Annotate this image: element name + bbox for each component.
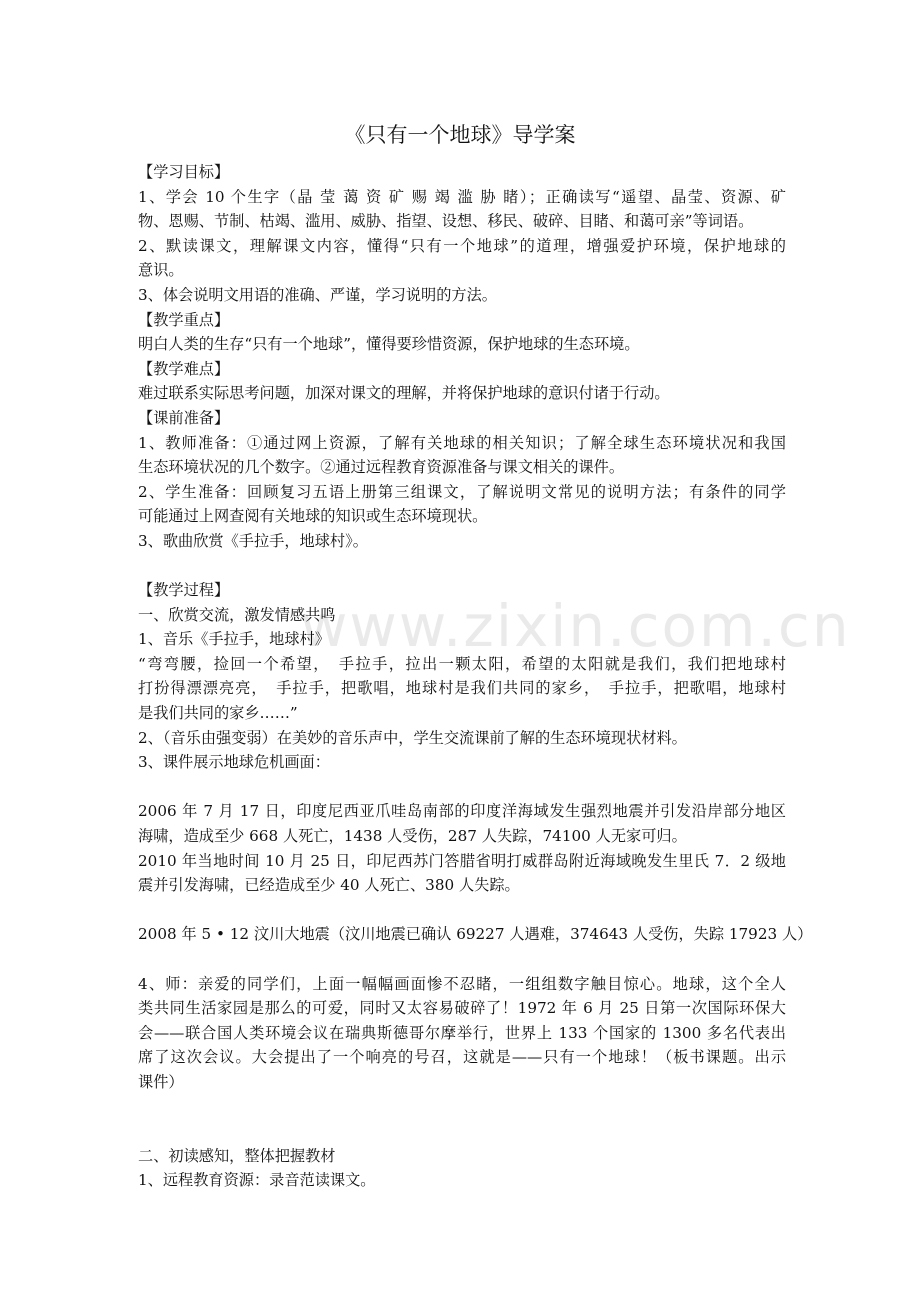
watermark-text: www.zixin.com.cn [300, 592, 851, 660]
objectives-header: 【学习目标】 [138, 163, 230, 181]
event-2006-line-1: 2006 年 7 月 17 日，印度尼西亚爪哇岛南部的印度洋海域发生强烈地震并引发沿岸部分地区 [138, 802, 786, 821]
objective-2-line-1: 2、默读课文，理解课文内容，懂得“只有一个地球”的道理，增强爱护环境，保护地球的 [138, 236, 786, 255]
part-1-step-1: 1、音乐《手拉手，地球村》 [138, 630, 330, 649]
difficulty-text: 难过联系实际思考问题，加深对课文的理解，并将保护地球的意识付诸于行动。 [138, 384, 670, 403]
part-1-step-2: 2、（音乐由强变弱）在美妙的音乐声中，学生交流课前了解的生态环境现状材料。 [138, 728, 687, 747]
key-points-text: 明白人类的生存“只有一个地球”，懂得要珍惜资源，保护地球的生态环境。 [138, 335, 640, 354]
page-title: 《只有一个地球》导学案 [344, 123, 576, 147]
preparation-1-line-2: 生态环境状况的几个数字。②通过远程教育资源准备与课文相关的课件。 [138, 458, 624, 477]
objective-2-line-2: 意识。 [138, 261, 184, 280]
teacher-line-1: 4、师：亲爱的同学们，上面一幅幅画面惨不忍睹，一组组数字触目惊心。地球，这个全人 [138, 974, 786, 993]
spacer [138, 898, 786, 923]
objective-1-line-1: 1、学会 10 个生字（晶 莹 蔼 资 矿 赐 竭 滥 胁 睹）；正确读写“遥望、晶莹、资源、矿 [138, 187, 786, 206]
objective-3: 3、体会说明文用语的准确、严谨，学习说明的方法。 [138, 285, 497, 304]
event-2008: 2008 年 5 • 12 汶川大地震（汶川地震已确认 69227 人遇难，374643 人受伤，失踪 17923 人） [138, 925, 813, 944]
teacher-line-4: 席了这次会议。大会提出了一个响亮的号召，这就是——只有一个地球！（板书课题。出示 [138, 1048, 786, 1067]
objective-1-line-2: 物、恩赐、节制、枯竭、滥用、威胁、指望、设想、移民、破碎、目睹、和蔼可亲”等词语。 [138, 212, 754, 231]
part-1-step-3: 3、课件展示地球危机画面： [138, 753, 330, 772]
spacer [138, 947, 786, 972]
preparation-1-line-1: 1、教师准备：①通过网上资源，了解有关地球的相关知识；了解全球生态环境状况和我国 [138, 433, 786, 452]
event-2006-line-2: 海啸，造成至少 668 人死亡，1438 人受伤，287 人失踪，74100 人无家可归。 [138, 827, 687, 846]
part-2-step-1: 1、远程教育资源：录音范读课文。 [138, 1171, 376, 1190]
preparation-2-line-2: 可能通过上网查阅有关地球的知识或生态环境现状。 [138, 507, 488, 526]
part-1-title: 一、欣赏交流，激发情感共鸣 [138, 605, 336, 624]
teacher-line-2: 类共同生活家园是那么的可爱，同时又太容易破碎了！1972 年 6 月 25 日第一次国际环保大 [138, 999, 786, 1018]
spacer [138, 775, 786, 800]
spacer [138, 554, 786, 579]
preparation-3: 3、歌曲欣赏《手拉手，地球村》。 [138, 531, 368, 550]
event-2010-line-1: 2010 年当地时间 10 月 25 日，印尼西苏门答腊省明打威群岛附近海域晚发生里氏 7．2 级地 [138, 851, 786, 870]
lyric-line-2: 打扮得漂漂亮亮， 手拉手，把歌唱，地球村是我们共同的家乡， 手拉手，把歌唱，地球村 [138, 679, 786, 698]
preparation-2-line-1: 2、学生准备：回顾复习五语上册第三组课文，了解说明文常见的说明方法；有条件的同学 [138, 482, 786, 501]
document-body [138, 160, 851, 1193]
event-2010-line-2: 震并引发海啸，已经造成至少 40 人死亡、380 人失踪。 [138, 876, 520, 895]
difficulty-header: 【教学难点】 [138, 359, 230, 378]
teacher-line-3: 会——联合国人类环境会议在瑞典斯德哥尔摩举行，世界上 133 个国家的 1300 多名代表出 [138, 1023, 786, 1042]
teacher-line-5: 课件） [138, 1072, 184, 1091]
lyric-line-3: 是我们共同的家乡……” [138, 704, 298, 723]
lyric-line-1: “弯弯腰，捡回一个希望， 手拉手，拉出一颗太阳，希望的太阳就是我们，我们把地球村 [138, 654, 786, 673]
spacer [138, 1095, 786, 1120]
part-2-title: 二、初读感知，整体把握教材 [138, 1146, 336, 1165]
key-points-header: 【教学重点】 [138, 310, 230, 329]
preparation-header: 【课前准备】 [138, 408, 230, 427]
process-header: 【教学过程】 [138, 581, 230, 600]
spacer [138, 1119, 786, 1144]
